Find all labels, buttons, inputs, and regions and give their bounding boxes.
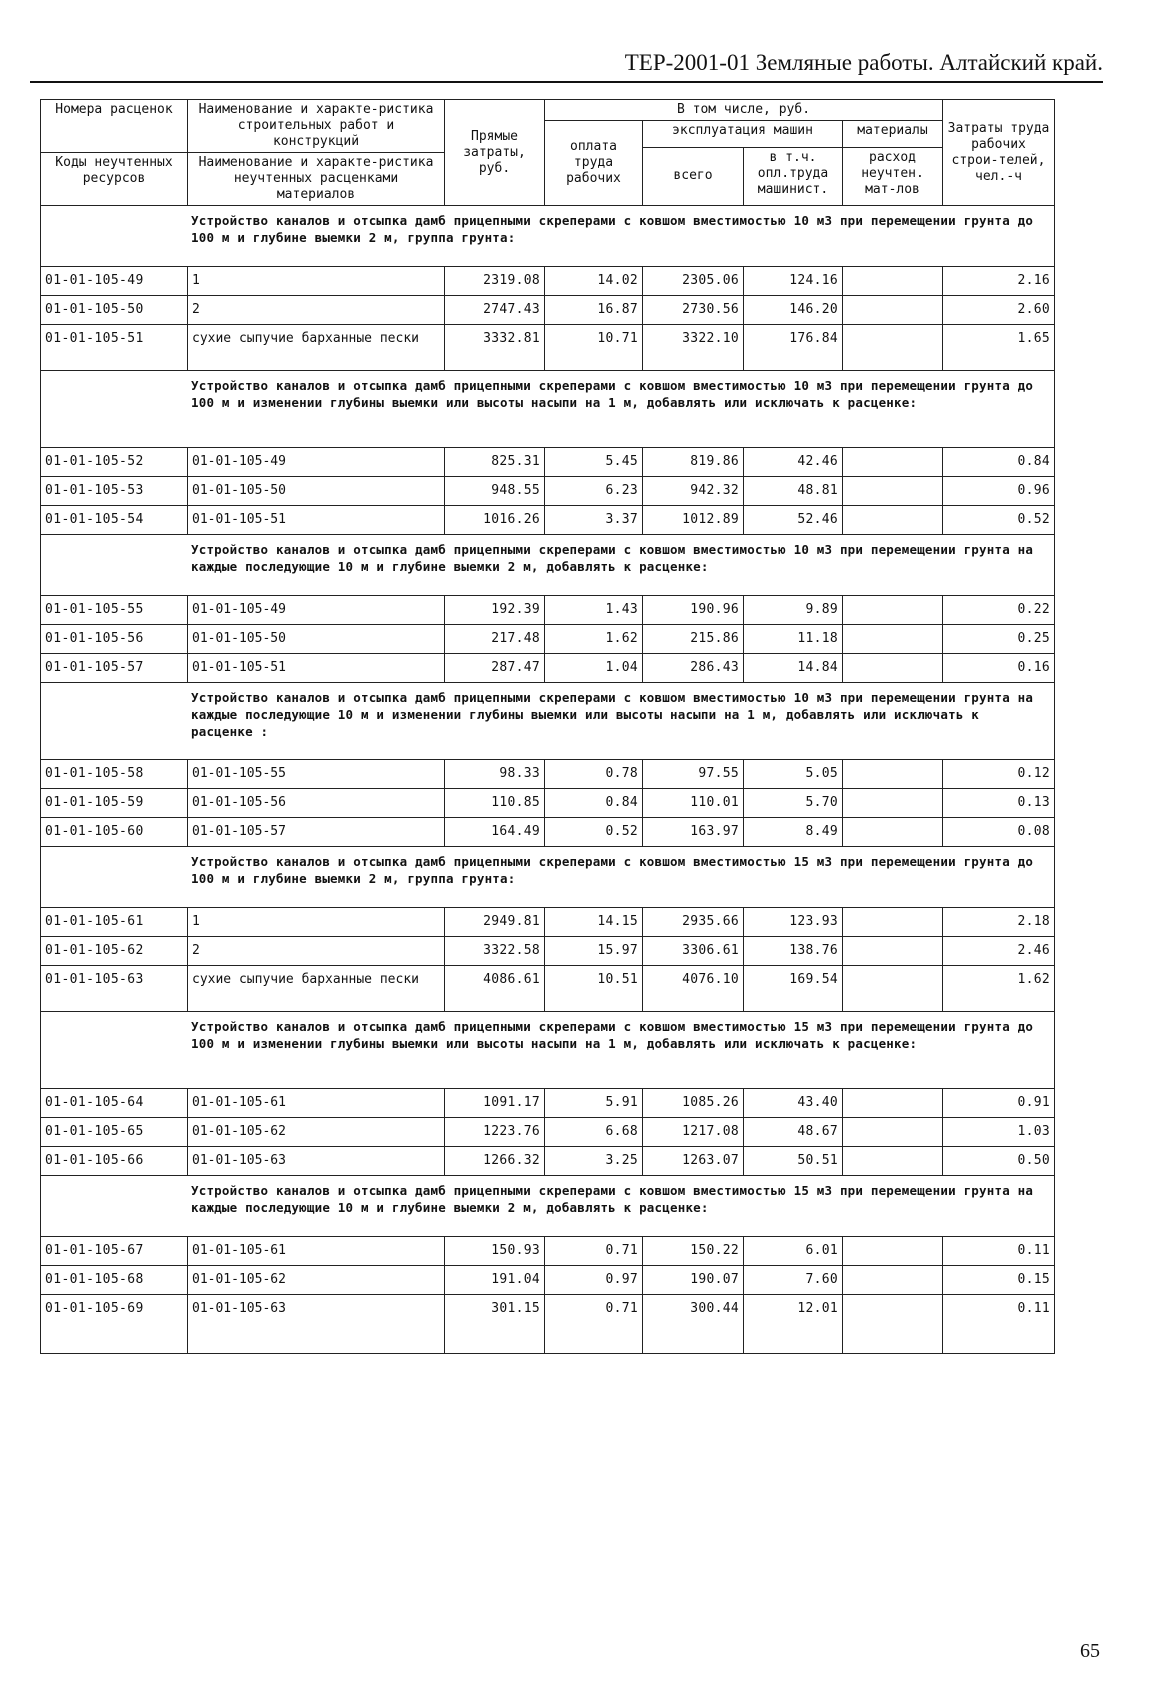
direct-costs-cell: 825.31 xyxy=(445,448,545,477)
rate-code-cell: 01-01-105-60 xyxy=(41,818,188,847)
machines-driver-pay-cell: 52.46 xyxy=(744,506,843,535)
direct-costs-cell: 3332.81 xyxy=(445,325,545,371)
table-row xyxy=(41,596,1055,625)
labor-hours-cell: 1.62 xyxy=(943,966,1055,1012)
table-row xyxy=(41,625,1055,654)
section-title: Устройство каналов и отсыпка дамб прицепными скреперами с ковшом вместимостью 15 м3 при перемещении грунта до 100 м и глубине выемки 2 м, группа грунта: xyxy=(41,847,1055,908)
direct-costs-cell: 98.33 xyxy=(445,760,545,789)
machines-total-cell: 215.86 xyxy=(643,625,744,654)
header-labor-costs: Затраты труда рабочих строи-телей, чел.-ч xyxy=(943,100,1055,206)
labor-pay-cell: 1.62 xyxy=(545,625,643,654)
rate-name-cell: 01-01-105-62 xyxy=(188,1266,445,1295)
section-title: Устройство каналов и отсыпка дамб прицепными скреперами с ковшом вместимостью 15 м3 при перемещении грунта до 100 м и изменении глубины выемки или высоты насыпи на 1 м, добавлять или исключать к расценке: xyxy=(41,1012,1055,1089)
rate-code-cell: 01-01-105-65 xyxy=(41,1118,188,1147)
materials-unaccounted-cell xyxy=(843,1147,943,1176)
machines-total-cell: 163.97 xyxy=(643,818,744,847)
section-title: Устройство каналов и отсыпка дамб прицепными скреперами с ковшом вместимостью 15 м3 при перемещении грунта на каждые последующие 10 м и глубине выемки 2 м, добавлять к расценке: xyxy=(41,1176,1055,1237)
machines-total-cell: 2730.56 xyxy=(643,296,744,325)
rate-name-cell: 1 xyxy=(188,267,445,296)
labor-pay-cell: 0.84 xyxy=(545,789,643,818)
header-incl: В том числе, руб. xyxy=(545,100,943,121)
section-header xyxy=(41,683,1055,760)
section-header xyxy=(41,1012,1055,1089)
rate-name-cell: 01-01-105-57 xyxy=(188,818,445,847)
section-title: Устройство каналов и отсыпка дамб прицепными скреперами с ковшом вместимостью 10 м3 при перемещении грунта до 100 м и глубине выемки 2 м, группа грунта: xyxy=(41,206,1055,267)
machines-total-cell: 190.96 xyxy=(643,596,744,625)
header-direct-costs: Прямые затраты, руб. xyxy=(445,100,545,206)
rate-name-cell: 01-01-105-61 xyxy=(188,1089,445,1118)
machines-total-cell: 97.55 xyxy=(643,760,744,789)
materials-unaccounted-cell xyxy=(843,937,943,966)
machines-total-cell: 3306.61 xyxy=(643,937,744,966)
table-row xyxy=(41,1118,1055,1147)
rate-name-cell: 01-01-105-49 xyxy=(188,596,445,625)
labor-pay-cell: 6.23 xyxy=(545,477,643,506)
labor-hours-cell: 0.11 xyxy=(943,1295,1055,1354)
materials-unaccounted-cell xyxy=(843,1089,943,1118)
labor-hours-cell: 0.08 xyxy=(943,818,1055,847)
table-body xyxy=(41,206,1055,1354)
table-row xyxy=(41,1295,1055,1354)
direct-costs-cell: 2747.43 xyxy=(445,296,545,325)
machines-driver-pay-cell: 176.84 xyxy=(744,325,843,371)
labor-hours-cell: 1.03 xyxy=(943,1118,1055,1147)
rate-code-cell: 01-01-105-61 xyxy=(41,908,188,937)
table-row xyxy=(41,1237,1055,1266)
machines-driver-pay-cell: 146.20 xyxy=(744,296,843,325)
table-row xyxy=(41,296,1055,325)
page-number: 65 xyxy=(1080,1640,1100,1662)
table-row xyxy=(41,506,1055,535)
labor-hours-cell: 2.18 xyxy=(943,908,1055,937)
labor-hours-cell: 0.50 xyxy=(943,1147,1055,1176)
rate-code-cell: 01-01-105-49 xyxy=(41,267,188,296)
materials-unaccounted-cell xyxy=(843,296,943,325)
machines-total-cell: 110.01 xyxy=(643,789,744,818)
header-resource-codes: Коды неучтенных ресурсов xyxy=(41,153,188,206)
labor-pay-cell: 0.52 xyxy=(545,818,643,847)
labor-pay-cell: 0.71 xyxy=(545,1237,643,1266)
header-machines: эксплуатация машин xyxy=(643,121,843,148)
labor-pay-cell: 10.51 xyxy=(545,966,643,1012)
rates-table xyxy=(40,99,1055,1354)
materials-unaccounted-cell xyxy=(843,448,943,477)
labor-pay-cell: 0.97 xyxy=(545,1266,643,1295)
materials-unaccounted-cell xyxy=(843,1295,943,1354)
rate-name-cell: 01-01-105-55 xyxy=(188,760,445,789)
rate-name-cell: 2 xyxy=(188,296,445,325)
rate-code-cell: 01-01-105-50 xyxy=(41,296,188,325)
machines-total-cell: 3322.10 xyxy=(643,325,744,371)
labor-pay-cell: 14.15 xyxy=(545,908,643,937)
labor-hours-cell: 0.11 xyxy=(943,1237,1055,1266)
machines-driver-pay-cell: 42.46 xyxy=(744,448,843,477)
machines-driver-pay-cell: 9.89 xyxy=(744,596,843,625)
rate-code-cell: 01-01-105-53 xyxy=(41,477,188,506)
machines-total-cell: 942.32 xyxy=(643,477,744,506)
direct-costs-cell: 4086.61 xyxy=(445,966,545,1012)
machines-driver-pay-cell: 6.01 xyxy=(744,1237,843,1266)
materials-unaccounted-cell xyxy=(843,1266,943,1295)
machines-driver-pay-cell: 5.70 xyxy=(744,789,843,818)
labor-pay-cell: 15.97 xyxy=(545,937,643,966)
rate-code-cell: 01-01-105-54 xyxy=(41,506,188,535)
table-row xyxy=(41,477,1055,506)
labor-pay-cell: 14.02 xyxy=(545,267,643,296)
rate-code-cell: 01-01-105-57 xyxy=(41,654,188,683)
direct-costs-cell: 1016.26 xyxy=(445,506,545,535)
page-title: ТЕР-2001-01 Земляные работы. Алтайский край. xyxy=(624,50,1103,75)
materials-unaccounted-cell xyxy=(843,818,943,847)
labor-pay-cell: 1.43 xyxy=(545,596,643,625)
materials-unaccounted-cell xyxy=(843,1237,943,1266)
machines-driver-pay-cell: 48.81 xyxy=(744,477,843,506)
machines-driver-pay-cell: 123.93 xyxy=(744,908,843,937)
rate-name-cell: сухие сыпучие барханные пески xyxy=(188,966,445,1012)
labor-pay-cell: 5.91 xyxy=(545,1089,643,1118)
section-header xyxy=(41,206,1055,267)
rate-name-cell: 01-01-105-61 xyxy=(188,1237,445,1266)
labor-hours-cell: 0.25 xyxy=(943,625,1055,654)
direct-costs-cell: 192.39 xyxy=(445,596,545,625)
page-header xyxy=(30,48,1103,83)
machines-total-cell: 300.44 xyxy=(643,1295,744,1354)
header-material-name: Наименование и характе-ристика неучтенных расценками материалов xyxy=(188,153,445,206)
direct-costs-cell: 3322.58 xyxy=(445,937,545,966)
machines-total-cell: 4076.10 xyxy=(643,966,744,1012)
machines-driver-pay-cell: 14.84 xyxy=(744,654,843,683)
machines-driver-pay-cell: 8.49 xyxy=(744,818,843,847)
machines-driver-pay-cell: 124.16 xyxy=(744,267,843,296)
machines-total-cell: 150.22 xyxy=(643,1237,744,1266)
materials-unaccounted-cell xyxy=(843,908,943,937)
machines-driver-pay-cell: 138.76 xyxy=(744,937,843,966)
rate-code-cell: 01-01-105-63 xyxy=(41,966,188,1012)
table-row xyxy=(41,267,1055,296)
table-row xyxy=(41,448,1055,477)
section-header xyxy=(41,1176,1055,1237)
direct-costs-cell: 948.55 xyxy=(445,477,545,506)
labor-hours-cell: 0.15 xyxy=(943,1266,1055,1295)
labor-hours-cell: 0.52 xyxy=(943,506,1055,535)
rate-name-cell: 01-01-105-50 xyxy=(188,477,445,506)
materials-unaccounted-cell xyxy=(843,506,943,535)
table-row xyxy=(41,789,1055,818)
table-header xyxy=(41,100,1055,206)
rate-name-cell: 01-01-105-63 xyxy=(188,1295,445,1354)
machines-total-cell: 2935.66 xyxy=(643,908,744,937)
labor-pay-cell: 10.71 xyxy=(545,325,643,371)
rate-name-cell: сухие сыпучие барханные пески xyxy=(188,325,445,371)
table-row xyxy=(41,937,1055,966)
machines-total-cell: 1263.07 xyxy=(643,1147,744,1176)
rate-name-cell: 01-01-105-49 xyxy=(188,448,445,477)
machines-driver-pay-cell: 48.67 xyxy=(744,1118,843,1147)
machines-driver-pay-cell: 169.54 xyxy=(744,966,843,1012)
rate-name-cell: 01-01-105-51 xyxy=(188,506,445,535)
header-labor-pay: оплата труда рабочих xyxy=(545,121,643,206)
table-row xyxy=(41,818,1055,847)
direct-costs-cell: 301.15 xyxy=(445,1295,545,1354)
machines-total-cell: 1012.89 xyxy=(643,506,744,535)
machines-driver-pay-cell: 11.18 xyxy=(744,625,843,654)
rate-code-cell: 01-01-105-64 xyxy=(41,1089,188,1118)
rate-code-cell: 01-01-105-69 xyxy=(41,1295,188,1354)
table-row xyxy=(41,654,1055,683)
table-row xyxy=(41,1089,1055,1118)
rate-code-cell: 01-01-105-66 xyxy=(41,1147,188,1176)
materials-unaccounted-cell xyxy=(843,596,943,625)
rate-name-cell: 2 xyxy=(188,937,445,966)
machines-driver-pay-cell: 12.01 xyxy=(744,1295,843,1354)
direct-costs-cell: 2949.81 xyxy=(445,908,545,937)
section-title: Устройство каналов и отсыпка дамб прицепными скреперами с ковшом вместимостью 10 м3 при перемещении грунта на каждые последующие 10 м и глубине выемки 2 м, добавлять к расценке: xyxy=(41,535,1055,596)
table-row xyxy=(41,1266,1055,1295)
direct-costs-cell: 1266.32 xyxy=(445,1147,545,1176)
header-machines-driver-pay: в т.ч. опл.труда машинист. xyxy=(744,147,843,206)
rate-name-cell: 1 xyxy=(188,908,445,937)
labor-hours-cell: 0.13 xyxy=(943,789,1055,818)
labor-pay-cell: 5.45 xyxy=(545,448,643,477)
labor-pay-cell: 1.04 xyxy=(545,654,643,683)
header-rate-numbers: Номера расценок xyxy=(41,100,188,153)
direct-costs-cell: 150.93 xyxy=(445,1237,545,1266)
section-title: Устройство каналов и отсыпка дамб прицепными скреперами с ковшом вместимостью 10 м3 при перемещении грунта до 100 м и изменении глубины выемки или высоты насыпи на 1 м, добавлять или исключать к расценке: xyxy=(41,371,1055,448)
section-header xyxy=(41,371,1055,448)
rate-code-cell: 01-01-105-55 xyxy=(41,596,188,625)
materials-unaccounted-cell xyxy=(843,760,943,789)
table-row xyxy=(41,908,1055,937)
direct-costs-cell: 191.04 xyxy=(445,1266,545,1295)
table-row xyxy=(41,760,1055,789)
table-row xyxy=(41,325,1055,371)
machines-total-cell: 286.43 xyxy=(643,654,744,683)
header-materials-unaccounted: расход неучтен. мат-лов xyxy=(843,147,943,206)
machines-total-cell: 1085.26 xyxy=(643,1089,744,1118)
materials-unaccounted-cell xyxy=(843,789,943,818)
header-materials: материалы xyxy=(843,121,943,148)
materials-unaccounted-cell xyxy=(843,325,943,371)
labor-pay-cell: 0.71 xyxy=(545,1295,643,1354)
machines-driver-pay-cell: 5.05 xyxy=(744,760,843,789)
labor-hours-cell: 0.84 xyxy=(943,448,1055,477)
rate-code-cell: 01-01-105-51 xyxy=(41,325,188,371)
header-machines-total: всего xyxy=(643,147,744,206)
labor-hours-cell: 0.22 xyxy=(943,596,1055,625)
rate-code-cell: 01-01-105-59 xyxy=(41,789,188,818)
rate-name-cell: 01-01-105-63 xyxy=(188,1147,445,1176)
labor-hours-cell: 2.46 xyxy=(943,937,1055,966)
machines-driver-pay-cell: 43.40 xyxy=(744,1089,843,1118)
direct-costs-cell: 217.48 xyxy=(445,625,545,654)
rate-code-cell: 01-01-105-62 xyxy=(41,937,188,966)
labor-pay-cell: 6.68 xyxy=(545,1118,643,1147)
materials-unaccounted-cell xyxy=(843,625,943,654)
rate-name-cell: 01-01-105-62 xyxy=(188,1118,445,1147)
labor-hours-cell: 1.65 xyxy=(943,325,1055,371)
machines-driver-pay-cell: 50.51 xyxy=(744,1147,843,1176)
labor-hours-cell: 2.16 xyxy=(943,267,1055,296)
labor-pay-cell: 0.78 xyxy=(545,760,643,789)
labor-hours-cell: 2.60 xyxy=(943,296,1055,325)
machines-driver-pay-cell: 7.60 xyxy=(744,1266,843,1295)
rate-code-cell: 01-01-105-68 xyxy=(41,1266,188,1295)
labor-hours-cell: 0.16 xyxy=(943,654,1055,683)
direct-costs-cell: 110.85 xyxy=(445,789,545,818)
labor-hours-cell: 0.91 xyxy=(943,1089,1055,1118)
machines-total-cell: 1217.08 xyxy=(643,1118,744,1147)
labor-pay-cell: 3.25 xyxy=(545,1147,643,1176)
table-row xyxy=(41,966,1055,1012)
materials-unaccounted-cell xyxy=(843,267,943,296)
materials-unaccounted-cell xyxy=(843,654,943,683)
materials-unaccounted-cell xyxy=(843,966,943,1012)
machines-total-cell: 2305.06 xyxy=(643,267,744,296)
materials-unaccounted-cell xyxy=(843,1118,943,1147)
rate-name-cell: 01-01-105-51 xyxy=(188,654,445,683)
section-header xyxy=(41,847,1055,908)
header-work-name: Наименование и характе-ристика строительных работ и конструкций xyxy=(188,100,445,153)
section-header xyxy=(41,535,1055,596)
rate-name-cell: 01-01-105-50 xyxy=(188,625,445,654)
direct-costs-cell: 2319.08 xyxy=(445,267,545,296)
rate-code-cell: 01-01-105-52 xyxy=(41,448,188,477)
rate-code-cell: 01-01-105-67 xyxy=(41,1237,188,1266)
materials-unaccounted-cell xyxy=(843,477,943,506)
direct-costs-cell: 287.47 xyxy=(445,654,545,683)
machines-total-cell: 819.86 xyxy=(643,448,744,477)
direct-costs-cell: 1223.76 xyxy=(445,1118,545,1147)
labor-pay-cell: 16.87 xyxy=(545,296,643,325)
rate-code-cell: 01-01-105-58 xyxy=(41,760,188,789)
labor-hours-cell: 0.96 xyxy=(943,477,1055,506)
labor-hours-cell: 0.12 xyxy=(943,760,1055,789)
rate-code-cell: 01-01-105-56 xyxy=(41,625,188,654)
machines-total-cell: 190.07 xyxy=(643,1266,744,1295)
direct-costs-cell: 1091.17 xyxy=(445,1089,545,1118)
table-row xyxy=(41,1147,1055,1176)
direct-costs-cell: 164.49 xyxy=(445,818,545,847)
labor-pay-cell: 3.37 xyxy=(545,506,643,535)
rate-name-cell: 01-01-105-56 xyxy=(188,789,445,818)
section-title: Устройство каналов и отсыпка дамб прицепными скреперами с ковшом вместимостью 10 м3 при перемещении грунта на каждые последующие 10 м и изменении глубины выемки или высоты насыпи на 1 м, добавлять или исключать к расценке : xyxy=(41,683,1055,760)
